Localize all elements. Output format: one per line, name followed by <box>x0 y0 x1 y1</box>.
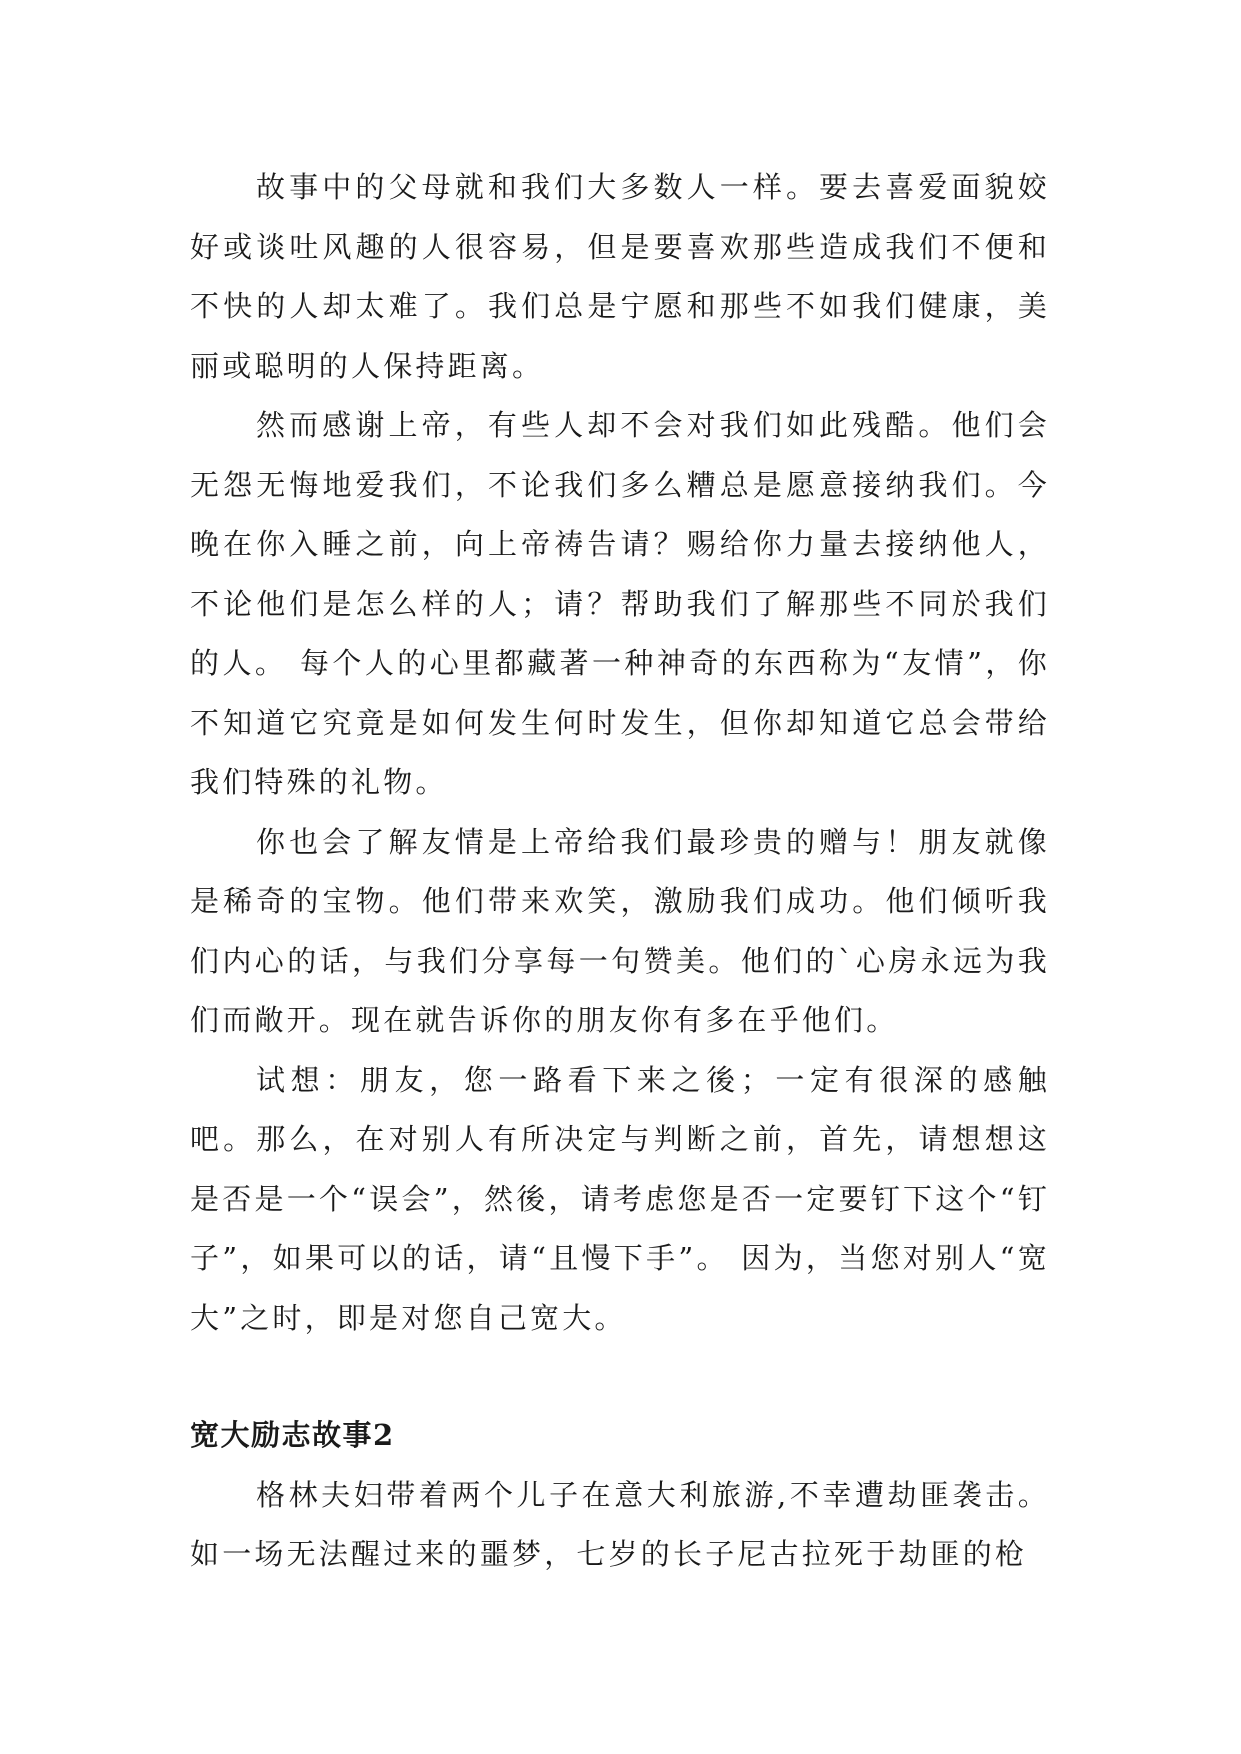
paragraph-green-family: 格林夫妇带着两个儿子在意大利旅游,不幸遭劫匪袭击。如一场无法醒过来的噩梦，七岁的长子尼古拉死于劫匪的枪 <box>190 1477 1050 1571</box>
paragraph-reflection: 试想：朋友，您一路看下来之後；一定有很深的感触吧。那么，在对别人有所决定与判断之前，首先，请想想这是否是一个“误会”，然後，请考虑您是否一定要钉下这个“钉子”，如果可以的话，请“且慢下手”。 因为，当您对别人“宽大”之时，即是对您自己宽大。 <box>190 1062 1050 1335</box>
paragraph-thank-god: 然而感谢上帝，有些人却不会对我们如此残酷。他们会无怨无悔地爱我们，不论我们多么糟总是愿意接纳我们。今晚在你入睡之前，向上帝祷告请？赐给你力量去接纳他人，不论他们是怎么样的人；请？帮助我们了解那些不同於我们的人。 每个人的心里都藏著一种神奇的东西称为“友情”，你不知道它究竟是如何发生何时发生，但你却知道它总会带给我们特殊的礼物。 <box>190 408 1050 799</box>
section-heading: 宽大励志故事2 <box>190 1418 395 1452</box>
paragraph-friendship-gift: 你也会了解友情是上帝给我们最珍贵的赠与！朋友就像是稀奇的宝物。他们带来欢笑，激励我们成功。他们倾听我们内心的话，与我们分享每一句赞美。他们的`心房永远为我们而敞开。现在就告诉你的朋友你有多在乎他们。 <box>190 824 1050 1037</box>
paragraph-parents-story: 故事中的父母就和我们大多数人一样。要去喜爱面貌姣好或谈吐风趣的人很容易，但是要喜欢那些造成我们不便和不快的人却太难了。我们总是宁愿和那些不如我们健康，美丽或聪明的人保持距离。 <box>190 170 1050 383</box>
document-body <box>190 158 1050 1585</box>
